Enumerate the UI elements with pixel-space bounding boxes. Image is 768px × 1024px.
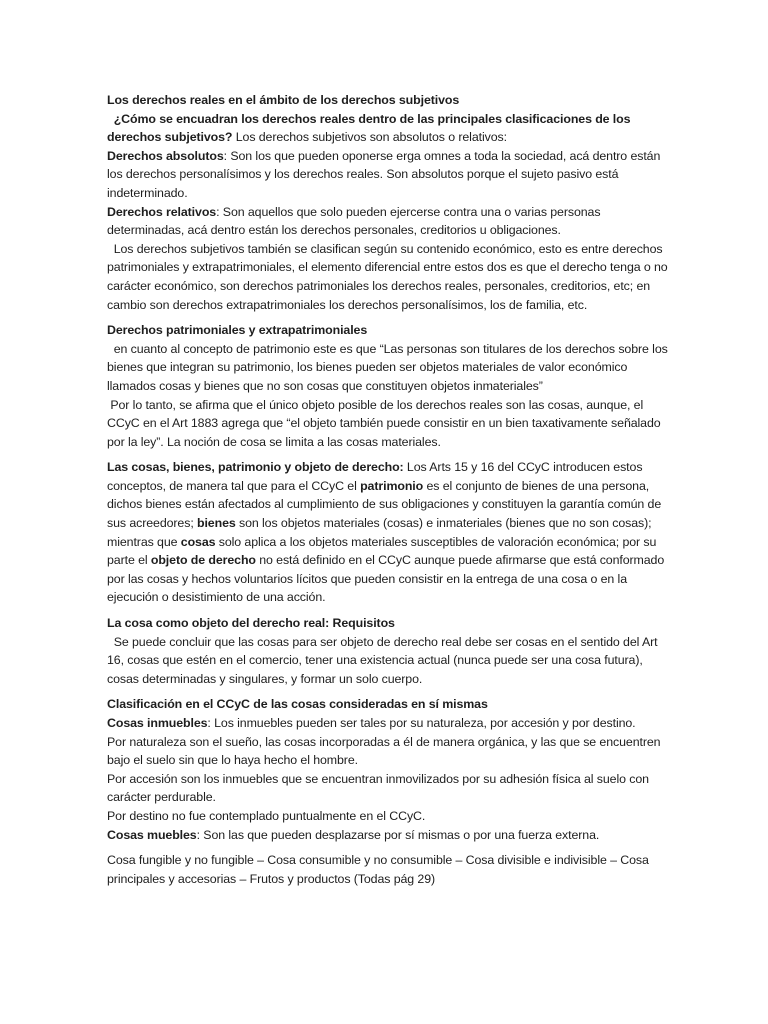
section-title-derechos-reales: Los derechos reales en el ámbito de los derechos subjetivos xyxy=(107,93,460,107)
patrimony-concept-paragraph: en cuanto al concepto de patrimonio este es que “Las personas son titulares de los derechos sobre los bienes que integran su patrimonio, los bienes pueden ser objetos materiales de valor económico llamados cosas y bienes que no son cosas que constituyen objetos inmateriales” xyxy=(107,341,668,393)
object-rights-paragraph: Por lo tanto, se afirma que el único objeto posible de los derechos reales son las cosas, aunque, el CCyC en el Art 1883 agrega que “el objeto también puede consistir en un bien taxativamente señalado por la ley”. La noción de cosa se limita a las cosas materiales. xyxy=(107,397,661,449)
by-accession-paragraph: Por accesión son los inmuebles que se encuentran inmovilizados por su adhesión física al suelo con carácter perdurable. xyxy=(107,771,649,805)
relative-rights-text: : Son aquellos que solo pueden ejercerse contra una o varias personas determinadas, acá dentro están los derechos personales, creditorios u obligaciones. xyxy=(107,204,601,238)
immovables-paragraph: Cosas inmuebles: Los inmuebles pueden ser tales por su naturaleza, por accesión y por destino. xyxy=(107,716,636,730)
movables-paragraph: Cosas muebles: Son las que pueden desplazarse por sí mismas o por una fuerza externa. xyxy=(107,827,600,842)
by-destination-paragraph: Por destino no fue contemplado puntualmente en el CCyC. xyxy=(107,808,426,823)
section-title-cosas-bienes: Las cosas, bienes, patrimonio y objeto de derecho: xyxy=(107,460,404,475)
absolute-rights-paragraph xyxy=(107,147,668,203)
term-objeto-de-derecho: objeto de derecho xyxy=(150,553,256,568)
absolute-rights-label: Derechos absolutos xyxy=(107,148,224,163)
relative-rights-label: Derechos relativos xyxy=(107,204,217,219)
economic-classification-paragraph: Los derechos subjetivos también se clasifican según su contenido económico, esto es entre derechos patrimoniales y extrapatrimoniales, el elemento diferencial entre estos dos es que el derecho tenga o no carácter económico, son derechos patrimoniales los derechos reales, personales, creditorios, etc; en cambio son derechos extrapatrimoniales los derechos personalísimos, los de familia, etc. xyxy=(107,241,668,312)
immovables-label: Cosas inmuebles xyxy=(107,716,208,730)
by-nature-paragraph: Por naturaleza son el sueño, las cosas incorporadas a él de manera orgánica, y las que se encuentren bajo el suelo sin que lo haya hecho el hombre. xyxy=(107,734,661,768)
section-title-clasificacion: Clasificación en el CCyC de las cosas consideradas en sí mismas xyxy=(107,697,488,712)
thing-types-paragraph: Cosa fungible y no fungible – Cosa consumible y no consumible – Cosa divisible e indivisible – Cosa principales y accesorias – Frutos y productos (Todas pág 29) xyxy=(107,853,649,886)
things-goods-paragraph: Las cosas, bienes, patrimonio y objeto de derecho: Los Arts 15 y 16 del CCyC introducen estos conceptos, de manera tal que para el CCyC el patrimonio es el conjunto de bienes de una persona, dichos bienes están afectados al cumplimiento de sus obligaciones y constituyen la garantía común de sus acreedores; bienes son los objetos materiales (cosas) e inmateriales (bienes que no son cosas); mientras que cosas solo aplica a los objetos materiales susceptibles de valoración económica; por su parte el objeto de derecho no está definido en el CCyC aunque puede afirmarse que está conformado por las cosas y hechos voluntarios lícitos que pueden consistir en la entrega de una cosa o en la ejecución o desistimiento de una acción. xyxy=(107,460,665,605)
section-title-patrimoniales: Derechos patrimoniales y extrapatrimoniales xyxy=(107,323,368,338)
term-patrimonio: patrimonio xyxy=(360,478,424,493)
question-paragraph xyxy=(107,110,668,147)
question-rest: Los derechos subjetivos son absolutos o relativos: xyxy=(232,130,507,145)
movables-label: Cosas muebles xyxy=(107,827,197,842)
term-bienes: bienes xyxy=(197,516,236,531)
question-bold: ¿Cómo se encuadran los derechos reales dentro de las principales clasificaciones de los derechos subjetivos? xyxy=(107,111,631,145)
absolute-rights-text: : Son los que pueden oponerse erga omnes a toda la sociedad, acá dentro están los derechos personalísimos y los derechos reales. Son absolutos porque el sujeto pasivo está indeterminado. xyxy=(107,148,661,200)
term-cosas: cosas xyxy=(180,534,216,549)
requirements-paragraph: Se puede concluir que las cosas para ser objeto de derecho real debe ser cosas en el sentido del Art 16, cosas que estén en el comercio, tener una existencia actual (nunca puede ser una cosa futura), cosas determinadas y singulares, y formar un solo cuerpo. xyxy=(107,634,658,686)
section-title-requisitos: La cosa como objeto del derecho real: Requisitos xyxy=(107,616,395,631)
relative-rights-paragraph xyxy=(107,203,668,240)
